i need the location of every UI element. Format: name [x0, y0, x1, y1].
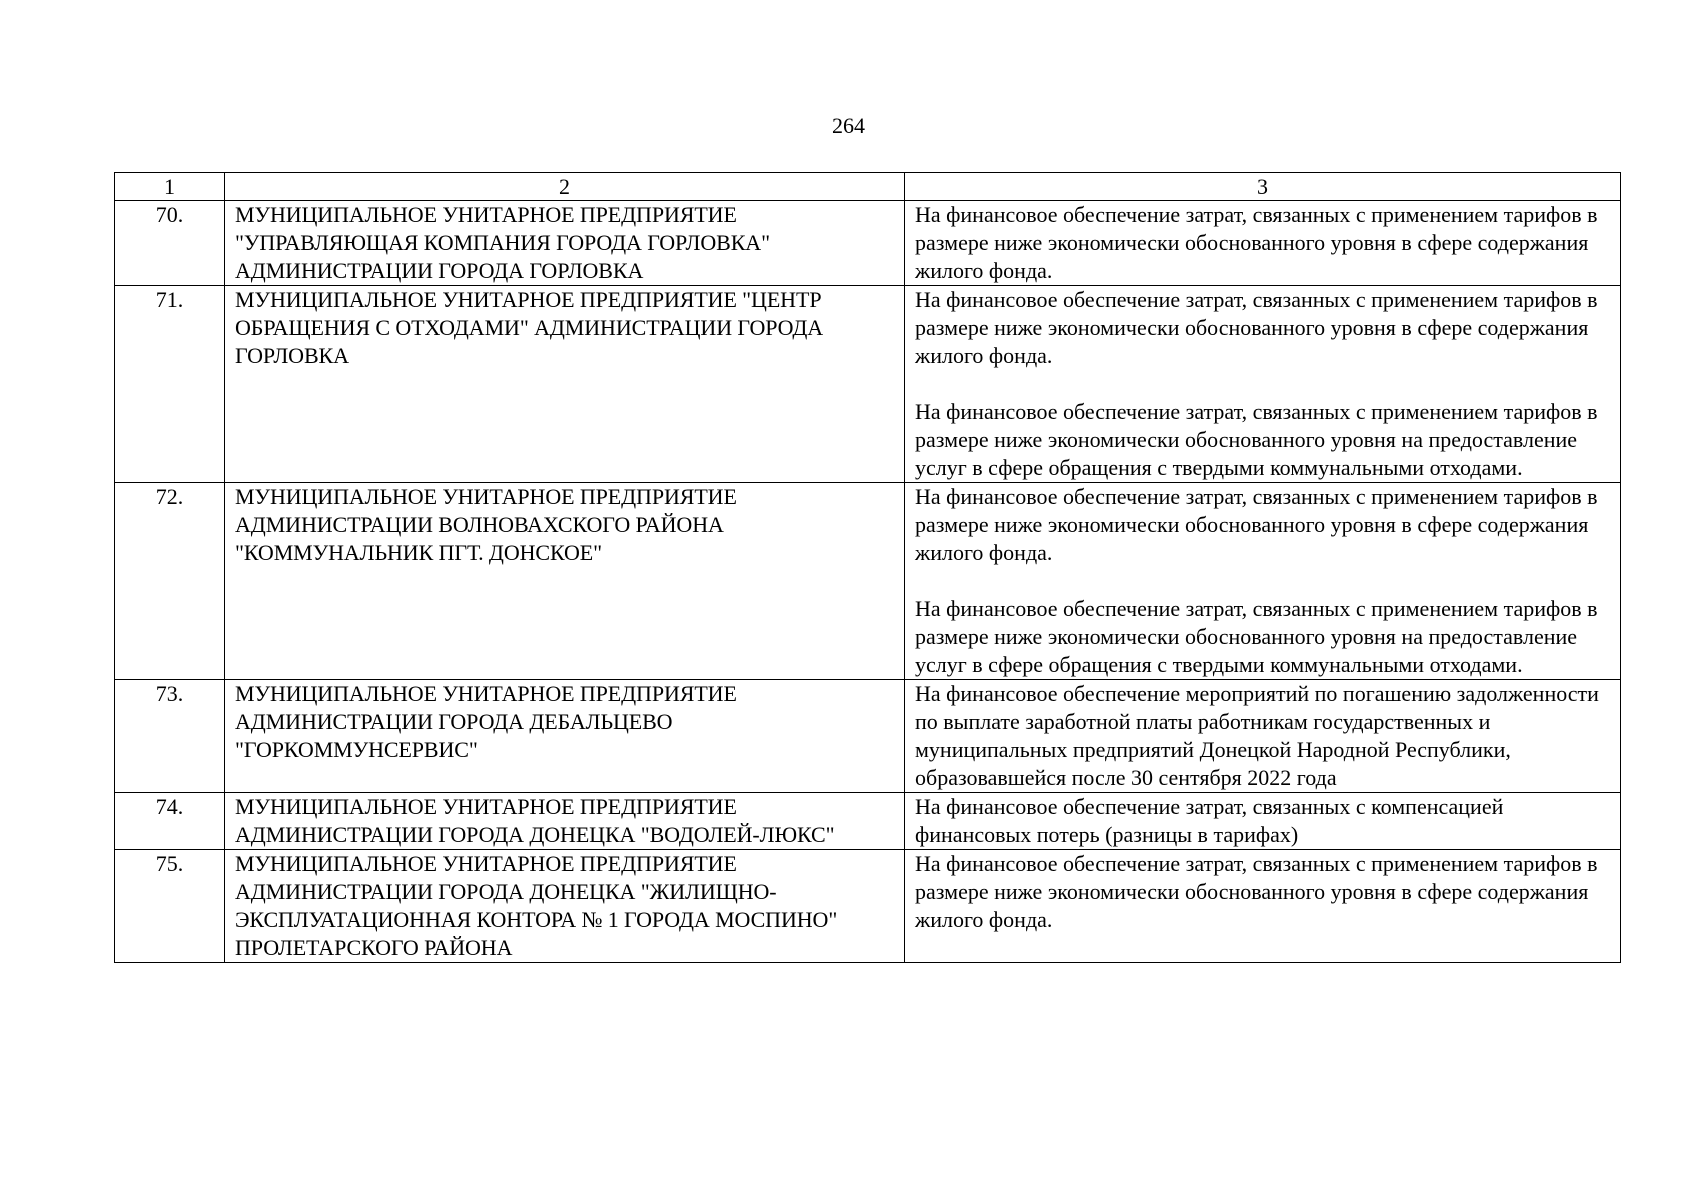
enterprise-name: МУНИЦИПАЛЬНОЕ УНИТАРНОЕ ПРЕДПРИЯТИЕ АДМИНИСТРАЦИИ ГОРОДА ДЕБАЛЬЦЕВО "ГОРКОММУНСЕРВИС": [225, 680, 905, 793]
row-number: 73.: [115, 680, 225, 793]
column-header-1: 1: [115, 173, 225, 201]
purpose-paragraph: На финансовое обеспечение затрат, связанных с применением тарифов в размере ниже экономически обоснованного уровня в сфере содержания жилого фонда.: [915, 851, 1598, 932]
table-row: [115, 850, 1621, 963]
column-header-2: 2: [225, 173, 905, 201]
purpose-paragraph: На финансовое обеспечение затрат, связанных с применением тарифов в размере ниже экономически обоснованного уровня на предоставление услуг в сфере обращения с твердыми коммунальными отходами.: [915, 399, 1598, 480]
enterprise-name: МУНИЦИПАЛЬНОЕ УНИТАРНОЕ ПРЕДПРИЯТИЕ "УПРАВЛЯЮЩАЯ КОМПАНИЯ ГОРОДА ГОРЛОВКА" АДМИНИСТРАЦИИ ГОРОДА ГОРЛОВКА: [225, 201, 905, 286]
purpose-paragraph: На финансовое обеспечение затрат, связанных с применением тарифов в размере ниже экономически обоснованного уровня на предоставление услуг в сфере обращения с твердыми коммунальными отходами.: [915, 596, 1598, 677]
subsidy-purpose: [905, 680, 1621, 793]
subsidy-purpose: [905, 286, 1621, 483]
enterprise-name: МУНИЦИПАЛЬНОЕ УНИТАРНОЕ ПРЕДПРИЯТИЕ АДМИНИСТРАЦИИ ГОРОДА ДОНЕЦКА "ЖИЛИЩНО-ЭКСПЛУАТАЦИОННАЯ КОНТОРА № 1 ГОРОДА МОСПИНО" ПРОЛЕТАРСКОГО РАЙОНА: [225, 850, 905, 963]
table-row: [115, 793, 1621, 850]
subsidy-table: [114, 172, 1621, 963]
row-number: 70.: [115, 201, 225, 286]
enterprise-name: МУНИЦИПАЛЬНОЕ УНИТАРНОЕ ПРЕДПРИЯТИЕ АДМИНИСТРАЦИИ ГОРОДА ДОНЕЦКА "ВОДОЛЕЙ-ЛЮКС": [225, 793, 905, 850]
enterprise-name: МУНИЦИПАЛЬНОЕ УНИТАРНОЕ ПРЕДПРИЯТИЕ АДМИНИСТРАЦИИ ВОЛНОВАХСКОГО РАЙОНА "КОММУНАЛЬНИК ПГТ. ДОНСКОЕ": [225, 483, 905, 680]
column-header-3: 3: [905, 173, 1621, 201]
subsidy-purpose: [905, 850, 1621, 963]
table-row: [115, 483, 1621, 680]
purpose-paragraph: На финансовое обеспечение затрат, связанных с применением тарифов в размере ниже экономически обоснованного уровня в сфере содержания жилого фонда.: [915, 287, 1598, 368]
table-header-row: [115, 173, 1621, 201]
subsidy-purpose: [905, 483, 1621, 680]
page-number: 264: [832, 113, 865, 138]
table-row: [115, 201, 1621, 286]
purpose-paragraph: На финансовое обеспечение затрат, связанных с применением тарифов в размере ниже экономически обоснованного уровня в сфере содержания жилого фонда.: [915, 484, 1598, 565]
purpose-paragraph: На финансовое обеспечение затрат, связанных с применением тарифов в размере ниже экономически обоснованного уровня в сфере содержания жилого фонда.: [915, 202, 1598, 283]
table-body: [115, 201, 1621, 963]
row-number: 71.: [115, 286, 225, 483]
purpose-paragraph: На финансовое обеспечение затрат, связанных с компенсацией финансовых потерь (разницы в тарифах): [915, 794, 1504, 847]
table-header: [115, 173, 1621, 201]
row-number: 74.: [115, 793, 225, 850]
subsidy-purpose: [905, 201, 1621, 286]
purpose-paragraph: На финансовое обеспечение мероприятий по погашению задолженности по выплате заработной платы работникам государственных и муниципальных предприятий Донецкой Народной Республики, образовавшейся после 30 сентября 2022 года: [915, 681, 1599, 790]
row-number: 72.: [115, 483, 225, 680]
table-row: [115, 680, 1621, 793]
row-number: 75.: [115, 850, 225, 963]
subsidy-purpose: [905, 793, 1621, 850]
table-row: [115, 286, 1621, 483]
enterprise-name: МУНИЦИПАЛЬНОЕ УНИТАРНОЕ ПРЕДПРИЯТИЕ "ЦЕНТР ОБРАЩЕНИЯ С ОТХОДАМИ" АДМИНИСТРАЦИИ ГОРОДА ГОРЛОВКА: [225, 286, 905, 483]
